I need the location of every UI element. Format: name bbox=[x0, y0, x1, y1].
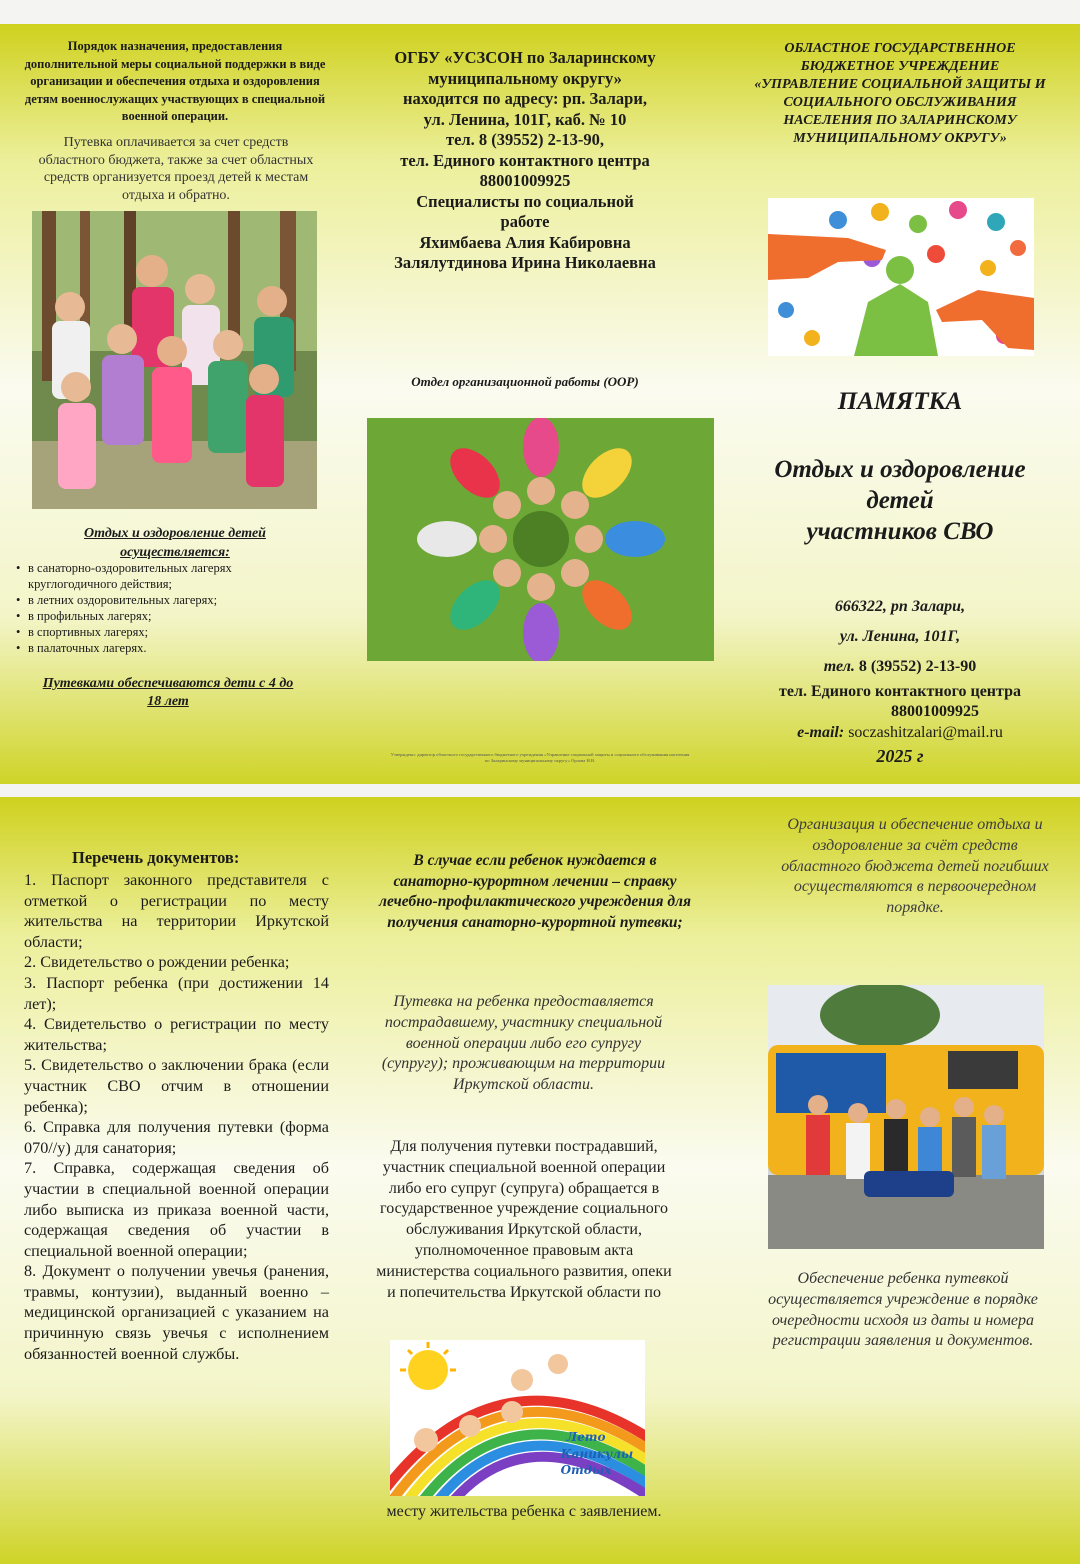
rainbow-word: Лето bbox=[566, 1430, 606, 1444]
brochure-subtitle bbox=[748, 454, 1052, 547]
age-text: Путевками обеспечиваются дети с 4 до 18 лет bbox=[42, 676, 294, 709]
email-link[interactable]: soczashitzalari@mail.ru bbox=[848, 724, 1003, 741]
kids-bus-photo bbox=[768, 985, 1044, 1249]
year: 2025 г bbox=[876, 746, 924, 766]
colorful-hands-image bbox=[768, 198, 1034, 356]
subtitle-line: участников СВО bbox=[806, 518, 994, 545]
camp-types-list bbox=[16, 560, 322, 656]
approval-note: Утверждено: директор областного государственного бюджетного учреждения «Управление социальной защиты и социального обслуживания населения по Заларинскому муниципальному округу» Орлова Н.В. bbox=[390, 752, 690, 763]
department-name: Отдел организационной работы (ООР) bbox=[411, 374, 639, 389]
rainbow-summer-image bbox=[390, 1340, 645, 1496]
office-contacts bbox=[360, 48, 690, 274]
contact-line: Яхимбаева Алия Кабировна bbox=[419, 232, 631, 252]
address-block bbox=[750, 592, 1050, 768]
document-item: 1. Паспорт законного представителя с отметкой о регистрации по месту жительства на территории Иркутской области; bbox=[24, 871, 329, 951]
list-item: • в летних оздоровительных лагерях; bbox=[16, 592, 322, 608]
document-item: 8. Документ о получении увечья (ранения, травмы, контузии), выданный военно – медицинской организацией с указанием на причинную связь увечья с исполнением обязанностей военной службы. bbox=[24, 1262, 329, 1363]
brochure-page-1 bbox=[0, 24, 1080, 784]
list-item: • в санаторно-оздоровительных лагерях круглогодичного действия; bbox=[16, 560, 322, 592]
rainbow-word: Отдых bbox=[560, 1463, 612, 1477]
list-item: • в спортивных лагерях; bbox=[16, 624, 322, 640]
list-title: Отдых и оздоровление детей осуществляется: bbox=[84, 526, 266, 560]
list-item: • в палаточных лагерях. bbox=[16, 640, 322, 656]
kids-forest-photo bbox=[32, 211, 317, 509]
address-line: ул. Ленина, 101Г, bbox=[839, 628, 961, 645]
contact-center-line: тел. Единого контактного центра bbox=[779, 683, 1021, 700]
document-item: 7. Справка, содержащая сведения об участии в специальной военной операции либо выписка из приказа военной части, содержащая сведения об участии в специальной военной операции; bbox=[24, 1159, 329, 1260]
sanatorium-note: В случае если ребенок нуждается в санаторно-курортном лечении – справку лечебно-профилактического учреждения для получения санаторно-курортной путевки; bbox=[379, 852, 691, 931]
address-line: 666322, рп Залари, bbox=[834, 598, 966, 615]
contact-line: муниципальному округу» bbox=[428, 68, 622, 88]
rainbow-word: Каникулы bbox=[560, 1447, 634, 1461]
contact-line: работе bbox=[500, 212, 550, 231]
brochure-page-2 bbox=[0, 797, 1080, 1564]
funding-text: Путевка оплачивается за счет средств областного бюджета, также за счет областных средств организуется проезд детей к местам отдыха и обратно. bbox=[38, 135, 314, 203]
contact-center-number: 88001009925 bbox=[891, 703, 979, 720]
organization-name: ОБЛАСТНОЕ ГОСУДАРСТВЕННОЕ БЮДЖЕТНОЕ УЧРЕЖДЕНИЕ «УПРАВЛЕНИЕ СОЦИАЛЬНОЙ ЗАЩИТЫ И СОЦИАЛЬНОГО ОБСЛУЖИВАНИЯ НАСЕЛЕНИЯ ПО ЗАЛАРИНСКОМУ МУНИЦИПАЛЬНОМУ ОКРУГУ» bbox=[754, 41, 1046, 146]
contact-line: ОГБУ «УСЗСОН по Заларинскому bbox=[394, 48, 656, 67]
contact-line: Залялутдинова Ирина Николаевна bbox=[394, 253, 656, 272]
application-text: Для получения путевки пострадавший, участник специальной военной операции либо его супруг (супруга) обращается в государственное учреждение социального обслуживания Иркутской области, уполномоченное правовым акта министерства социального развития, опеки и попечительства Иркутской области по bbox=[376, 1138, 672, 1301]
voucher-provided-text: Путевка на ребенка предоставляется пострадавшему, участнику специальной военной операции либо его супругу (супругу); проживающим на территории Иркутской области. bbox=[381, 993, 666, 1094]
contact-line: Специалисты по социальной bbox=[416, 191, 634, 211]
documents-list bbox=[24, 870, 329, 1364]
kids-circle-photo bbox=[367, 418, 714, 661]
phone-line: тел. 8 (39552) 2-13-90 bbox=[823, 658, 977, 675]
contact-line: тел. Единого контактного центра bbox=[400, 150, 650, 170]
document-item: 2. Свидетельство о рождении ребенка; bbox=[24, 953, 290, 972]
orphans-priority-text: Организация и обеспечение отдыха и оздоровление за счёт средств областного бюджета детей погибших осуществляются в первоочередном порядке. bbox=[781, 816, 1049, 917]
document-item: 4. Свидетельство о регистрации по месту жительства; bbox=[24, 1015, 329, 1054]
documents-title: Перечень документов: bbox=[72, 848, 240, 867]
contact-line: тел. 8 (39552) 2-13-90, bbox=[445, 130, 605, 149]
contact-line: 88001009925 bbox=[479, 171, 571, 190]
intro-text: Порядок назначения, предоставления дополнительной меры социальной поддержки в виде организации и обеспечения отдыха и оздоровления детям военнослужащих участвующих в специальной военной операции. bbox=[24, 39, 326, 123]
subtitle-line: детей bbox=[866, 487, 934, 514]
application-text-end: месту жительства ребенка с заявлением. bbox=[386, 1503, 662, 1520]
document-item: 5. Свидетельство о заключении брака (если участник СВО отчим в отношении ребенка); bbox=[24, 1056, 329, 1116]
email-line: e-mail: soczashitzalari@mail.ru bbox=[797, 724, 1003, 741]
memo-title: ПАМЯТКА bbox=[837, 388, 963, 415]
subtitle-line: Отдых и оздоровление bbox=[774, 456, 1026, 483]
list-item: • в профильных лагерях; bbox=[16, 608, 322, 624]
document-item: 3. Паспорт ребенка (при достижении 14 лет); bbox=[24, 973, 329, 1013]
contact-line: находится по адресу: рп. Залари, bbox=[403, 89, 647, 108]
contact-line: ул. Ленина, 101Г, каб. № 10 bbox=[423, 109, 627, 129]
document-item: 6. Справка для получения путевки (форма 070//у) для санатория; bbox=[24, 1118, 329, 1157]
queue-order-text: Обеспечение ребенка путевкой осуществляется учреждение в порядке очередности исходя из даты и номера регистрации заявления и документов. bbox=[768, 1270, 1038, 1350]
